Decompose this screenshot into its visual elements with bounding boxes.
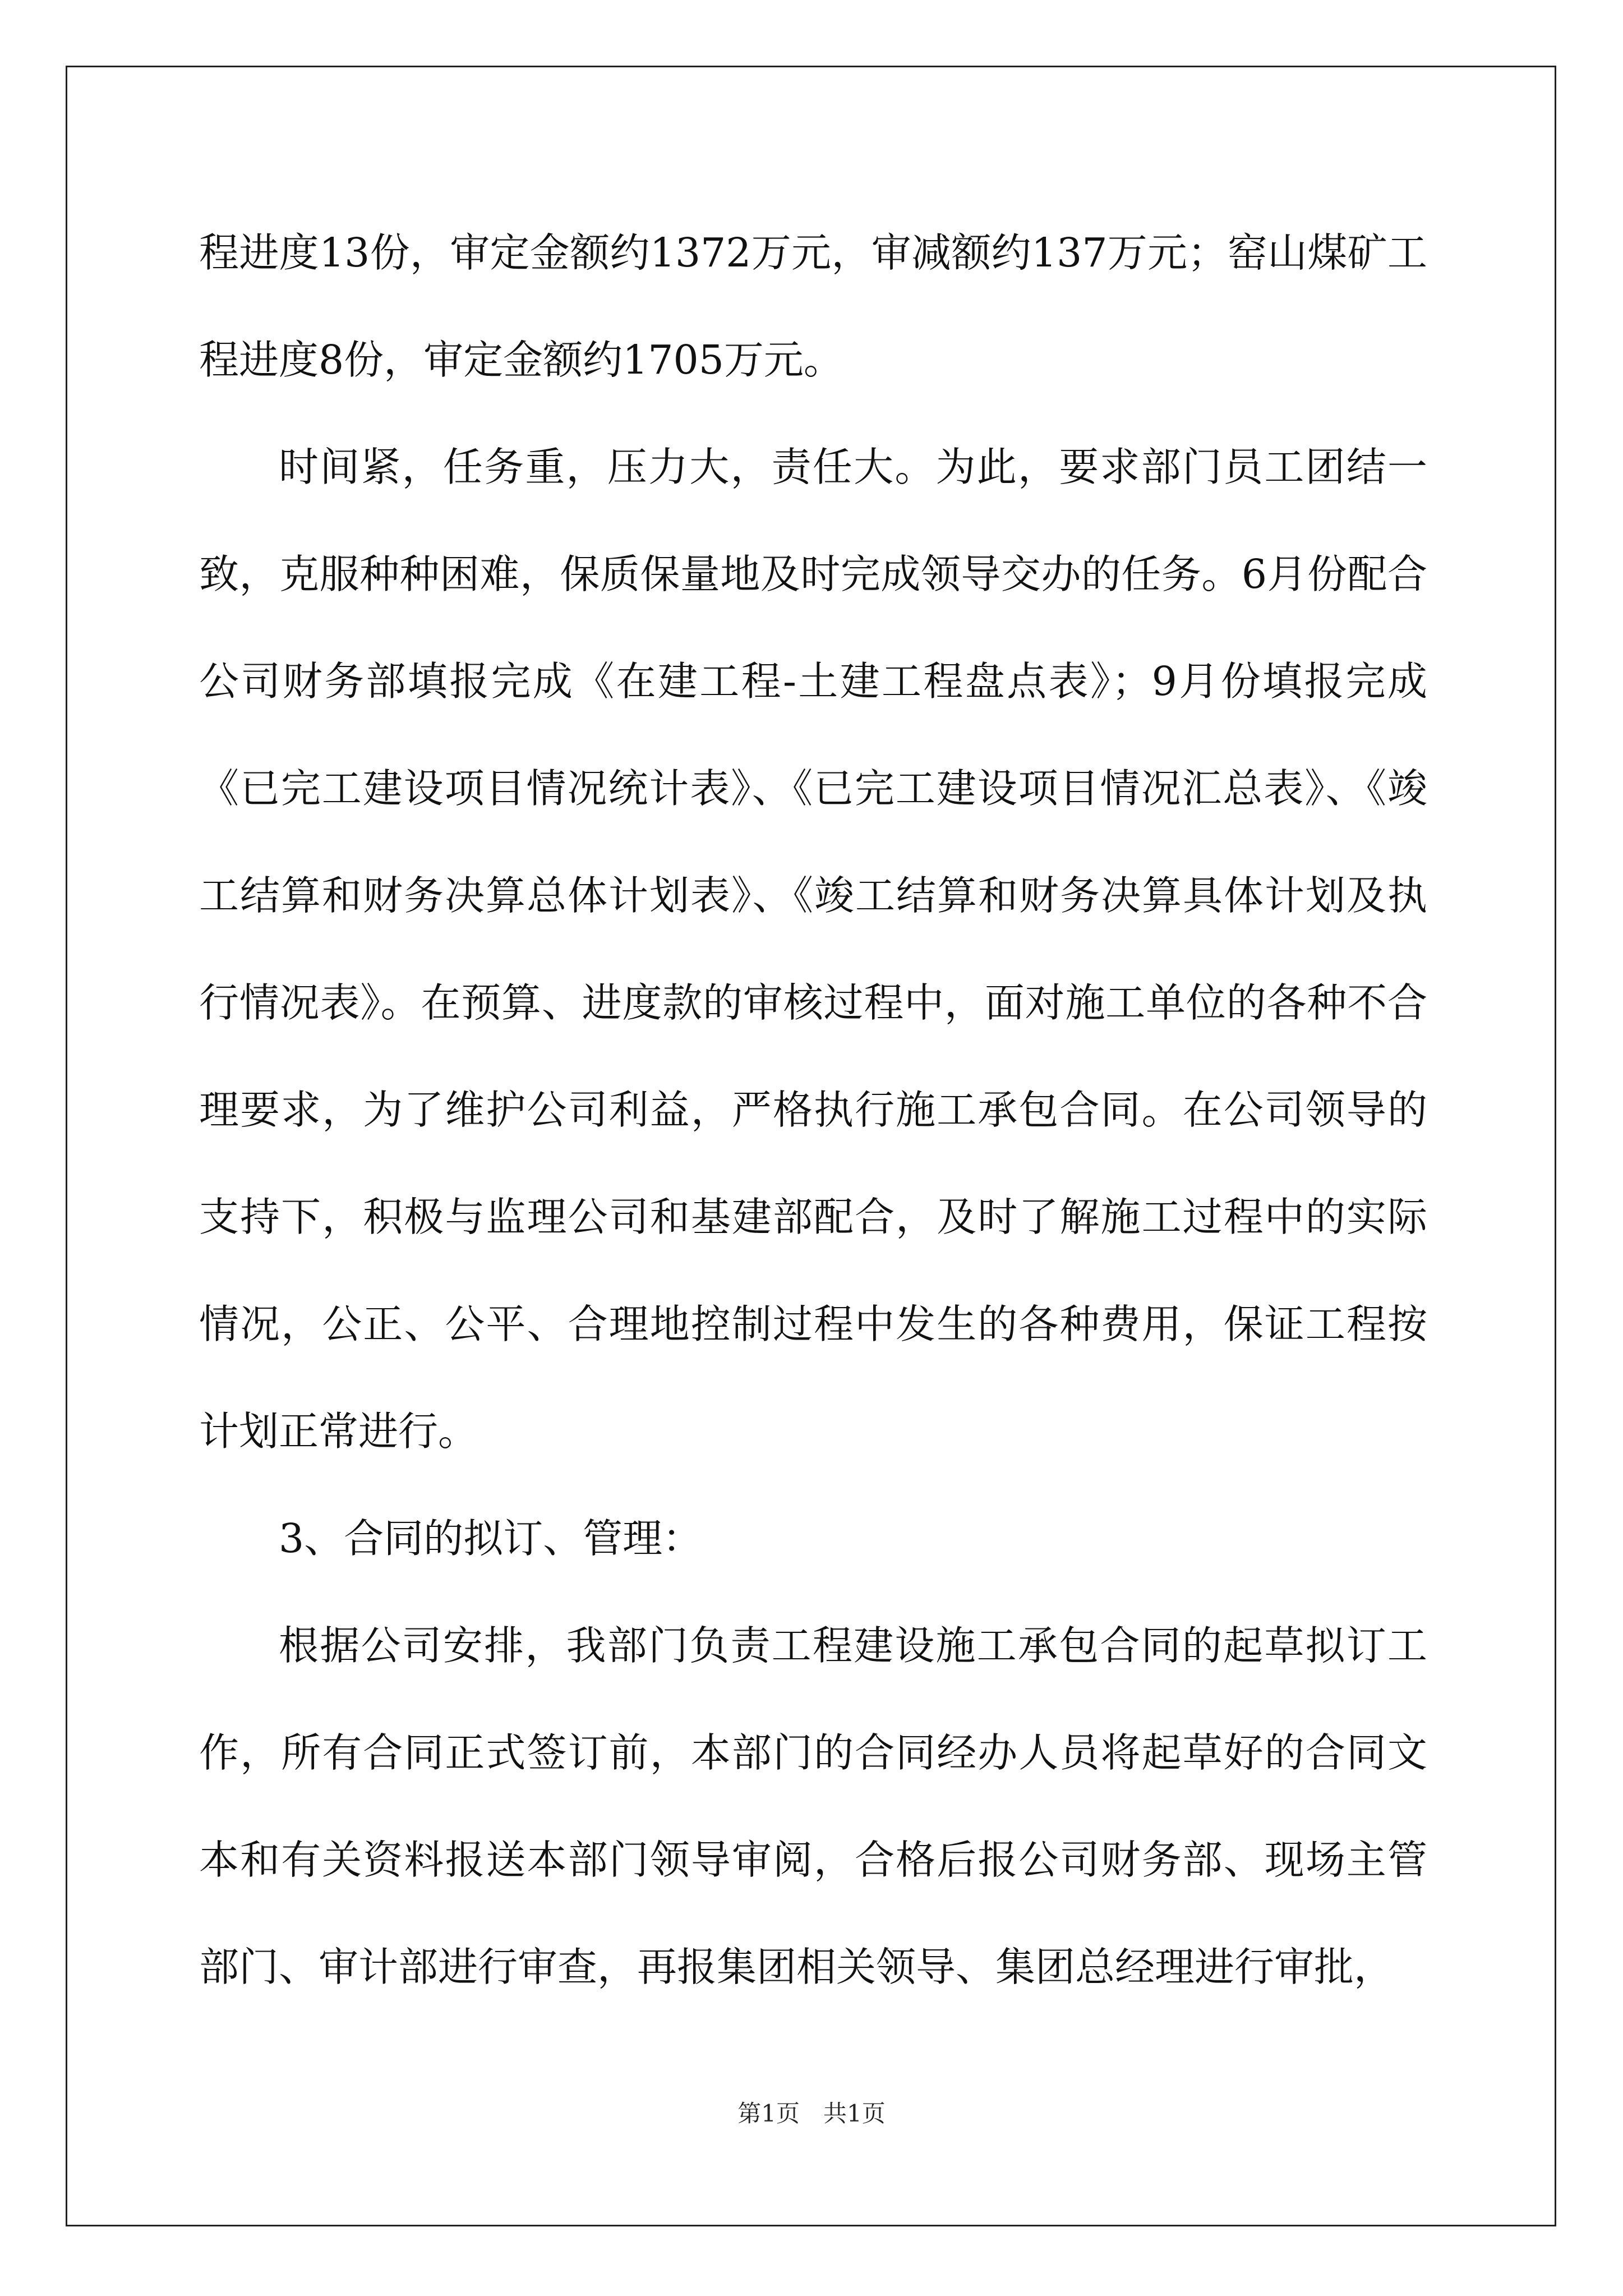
document-body bbox=[199, 199, 1427, 2021]
paragraph-workload: 时间紧，任务重，压力大，责任大。为此，要求部门员工团结一致，克服种种困难，保质保量地及时完成领导交办的任务。6月份配合公司财务部填报完成《在建工程-土建工程盘点表》；9月份填报完成《已完工建设项目情况统计表》、《已完工建设项目情况汇总表》、《竣工结算和财务决算总体计划表》、《竣工结算和财务决算具体计划及执行情况表》。在预算、进度款的审核过程中，面对施工单位的各种不合理要求，为了维护公司利益，严格执行施工承包合同。在公司领导的支持下，积极与监理公司和基建部配合，及时了解施工过程中的实际情况，公正、公平、合理地控制过程中发生的各种费用，保证工程按计划正常进行。 bbox=[199, 444, 1427, 1455]
paragraph-contracts: 根据公司安排，我部门负责工程建设施工承包合同的起草拟订工作，所有合同正式签订前，本部门的合同经办人员将起草好的合同文本和有关资料报送本部门领导审阅，合格后报公司财务部、现场主管部门、审计部进行审查，再报集团相关领导、集团总经理进行审批， bbox=[199, 1622, 1427, 1990]
section-heading-contracts: 3、合同的拟订、管理： bbox=[279, 1515, 703, 1562]
paragraph-continuation: 程进度13份，审定金额约1372万元，审减额约137万元；窑山煤矿工程进度8份，审定金额约1705万元。 bbox=[199, 229, 1427, 383]
page-footer: 第1页 共1页 bbox=[737, 2100, 886, 2127]
